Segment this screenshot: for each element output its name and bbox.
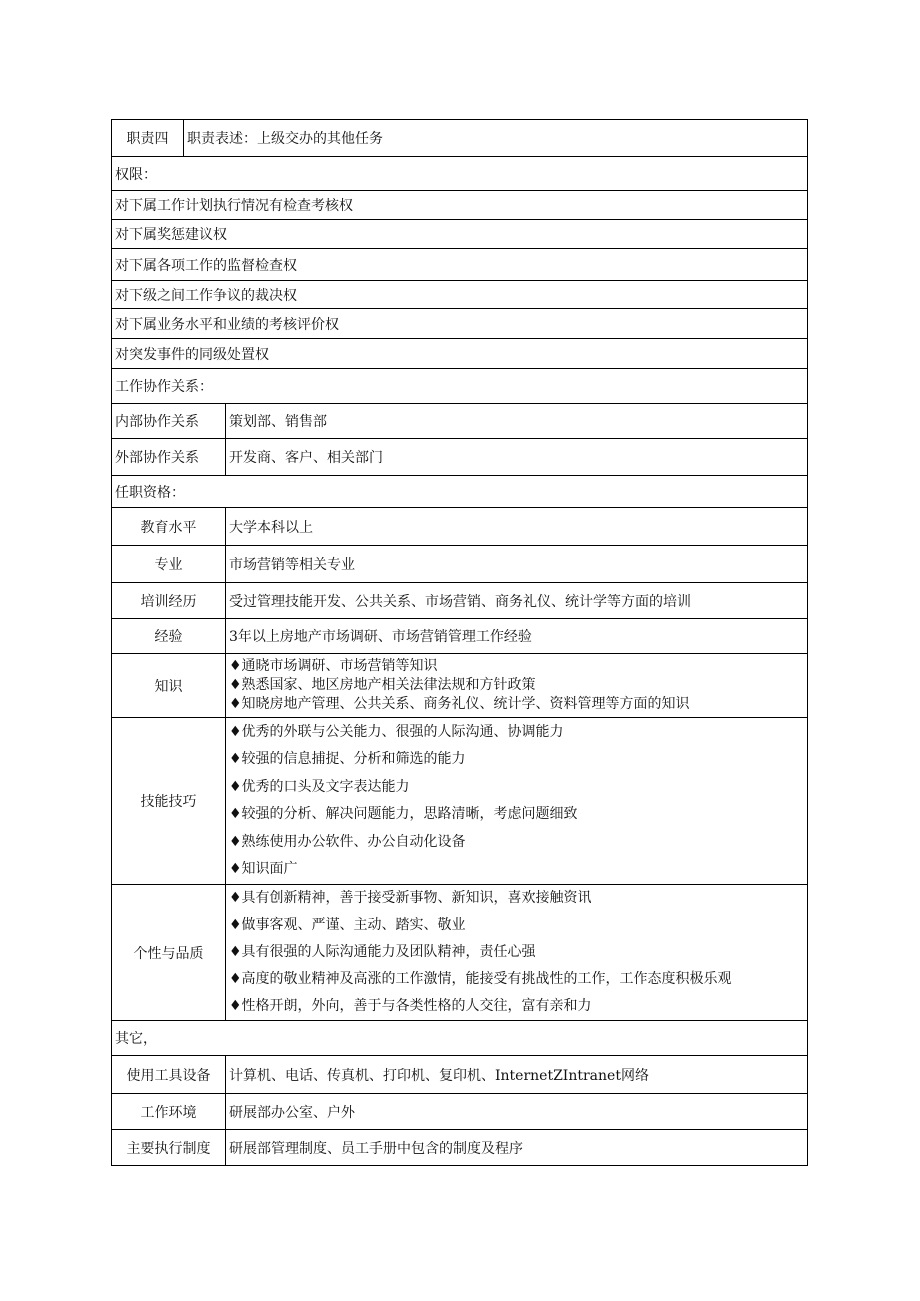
tools-value: 计算机、电话、传真机、打印机、复印机、InternetZIntranet网络 xyxy=(226,1056,808,1094)
external-cooperation-label: 外部协作关系 xyxy=(112,439,226,476)
authority-row xyxy=(112,220,808,249)
tools-label: 使用工具设备 xyxy=(112,1056,226,1094)
duty4-text: 职责表述：上级交办的其他任务 xyxy=(184,120,808,157)
personality-item: ♦性格开朗，外向，善于与各类性格的人交往，富有亲和力 xyxy=(229,998,592,1014)
rules-value: 研展部管理制度、员工手册中包含的制度及程序 xyxy=(226,1130,808,1166)
knowledge-item: ♦通晓市场调研、市场营销等知识 xyxy=(229,658,438,674)
other-title: 其它， xyxy=(112,1021,808,1056)
environment-row xyxy=(112,1094,808,1130)
authority-item-4: 对下属业务水平和业绩的考核评价权 xyxy=(112,309,808,339)
skills-item: ♦知识面广 xyxy=(229,861,298,877)
training-label: 培训经历 xyxy=(112,583,226,619)
internal-cooperation-value: 策划部、销售部 xyxy=(226,404,808,439)
skills-item: ♦较强的分析、解决问题能力，思路清晰，考虑问题细致 xyxy=(229,806,578,822)
knowledge-label: 知识 xyxy=(112,654,226,718)
personality-row xyxy=(112,885,808,1021)
duty4-row xyxy=(112,120,808,157)
knowledge-list xyxy=(226,654,808,718)
rules-label: 主要执行制度 xyxy=(112,1130,226,1166)
environment-value: 研展部办公室、户外 xyxy=(226,1094,808,1130)
skills-row xyxy=(112,718,808,885)
skills-item: ♦熟练使用办公软件、办公自动化设备 xyxy=(229,833,466,850)
cooperation-title-row xyxy=(112,369,808,404)
personality-item: ♦高度的敬业精神及高涨的工作激情，能接受有挑战性的工作，工作态度积极乐观 xyxy=(229,971,732,987)
skills-item: ♦较强的信息捕捉、分析和筛选的能力 xyxy=(229,751,466,767)
authority-row xyxy=(112,339,808,369)
education-value: 大学本科以上 xyxy=(226,508,808,546)
job-description-document xyxy=(111,119,807,1166)
skills-item: ♦优秀的外联与公关能力、很强的人际沟通、协调能力 xyxy=(229,723,564,740)
major-row xyxy=(112,546,808,583)
knowledge-row xyxy=(112,654,808,718)
tools-row xyxy=(112,1056,808,1094)
experience-label: 经验 xyxy=(112,619,226,654)
personality-label: 个性与品质 xyxy=(112,885,226,1021)
duty4-label: 职责四 xyxy=(112,120,184,157)
cooperation-title: 工作协作关系： xyxy=(112,369,808,404)
major-label: 专业 xyxy=(112,546,226,583)
authority-item-3: 对下级之间工作争议的裁决权 xyxy=(112,281,808,309)
skills-label: 技能技巧 xyxy=(112,718,226,885)
authority-title-row xyxy=(112,157,808,191)
authority-item-2: 对下属各项工作的监督检查权 xyxy=(112,249,808,281)
personality-item: ♦做事客观、严谨、主动、踏实、敬业 xyxy=(229,917,466,933)
authority-row xyxy=(112,309,808,339)
knowledge-item: ♦知晓房地产管理、公共关系、商务礼仪、统计学、资料管理等方面的知识 xyxy=(229,696,690,712)
education-row xyxy=(112,508,808,546)
education-label: 教育水平 xyxy=(112,508,226,546)
qualification-title-row xyxy=(112,476,808,508)
experience-row xyxy=(112,619,808,654)
other-title-row xyxy=(112,1021,808,1056)
external-cooperation-row xyxy=(112,439,808,476)
job-description-table xyxy=(111,119,808,1166)
internal-cooperation-row xyxy=(112,404,808,439)
authority-title: 权限： xyxy=(112,157,808,191)
personality-item: ♦具有很强的人际沟通能力及团队精神，责任心强 xyxy=(229,944,536,960)
internal-cooperation-label: 内部协作关系 xyxy=(112,404,226,439)
authority-item-5: 对突发事件的同级处置权 xyxy=(112,339,808,369)
authority-row xyxy=(112,191,808,220)
qualification-title: 任职资格： xyxy=(112,476,808,508)
major-value: 市场营销等相关专业 xyxy=(226,546,808,583)
authority-row xyxy=(112,249,808,281)
authority-item-0: 对下属工作计划执行情况有检查考核权 xyxy=(112,191,808,220)
skills-item: ♦优秀的口头及文字表达能力 xyxy=(229,778,410,795)
rules-row xyxy=(112,1130,808,1166)
authority-row xyxy=(112,281,808,309)
skills-list xyxy=(226,718,808,885)
external-cooperation-value: 开发商、客户、相关部门 xyxy=(226,439,808,476)
personality-list xyxy=(226,885,808,1021)
experience-value: 3年以上房地产市场调研、市场营销管理工作经验 xyxy=(226,619,808,654)
training-value: 受过管理技能开发、公共关系、市场营销、商务礼仪、统计学等方面的培训 xyxy=(226,583,808,619)
knowledge-item: ♦熟悉国家、地区房地产相关法律法规和方针政策 xyxy=(229,677,536,693)
training-row xyxy=(112,583,808,619)
personality-item: ♦具有创新精神，善于接受新事物、新知识，喜欢接触资讯 xyxy=(229,890,592,906)
authority-item-1: 对下属奖惩建议权 xyxy=(112,220,808,249)
environment-label: 工作环境 xyxy=(112,1094,226,1130)
